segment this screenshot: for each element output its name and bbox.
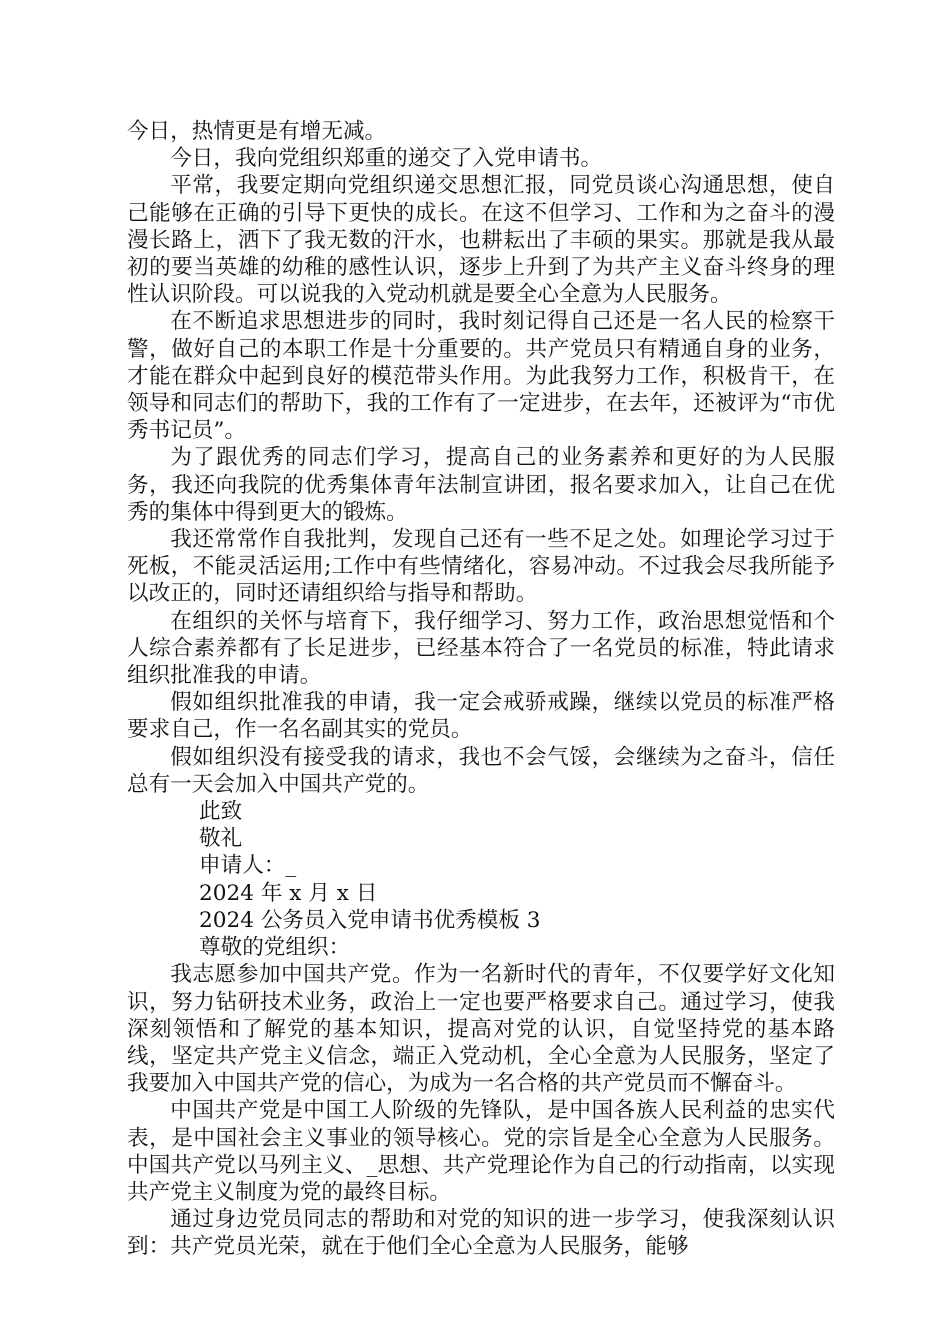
paragraph: 今日，我向党组织郑重的递交了入党申请书。 [170,146,603,172]
paragraph: 中国共产党是中国工人阶级的先锋队，是中国各族人民利益的忠实代表，是中国社会主义事业的领导核心。党的宗旨是全心全意为人民服务。中国共产党以马列主义、_思想、共产党理论作为自己的行动指南，以实现共产党主义制度为党的最终目标。 [127,1098,835,1205]
paragraph: 我志愿参加中国共产党。作为一名新时代的青年，不仅要学好文化知识，努力钻研技术业务，政治上一定也要严格要求自己。通过学习，使我深刻领悟和了解党的基本知识，提高对党的认识，自觉坚持党的基本路线，坚定共产党主义信念，端正入党动机，全心全意为人民服务，坚定了我要加入中国共产党的信心，为成为一名合格的共产党员而不懈奋斗。 [127,962,835,1097]
applicant-line: 申请人：_ [199,853,297,879]
section-title: 2024 公务员入党申请书优秀模板 3 [199,907,541,933]
paragraph: 在不断追求思想进步的同时，我时刻记得自己还是一名人民的检察干警，做好自己的本职工作是十分重要的。共产党员只有精通自身的业务，才能在群众中起到良好的模范带头作用。为此我努力工作，积极肯干，在领导和同志们的帮助下，我的工作有了一定进步，在去年，还被评为“市优秀书记员”。 [127,309,835,444]
paragraph: 假如组织没有接受我的请求，我也不会气馁，会继续为之奋斗，信任总有一天会加入中国共产党的。 [127,744,835,797]
document-body [127,118,835,1261]
paragraph: 今日，热情更是有增无减。 [127,119,387,144]
paragraph: 为了跟优秀的同志们学习，提高自己的业务素养和更好的为人民服务，我还向我院的优秀集体青年法制宣讲团，报名要求加入，让自己在优秀的集体中得到更大的锻炼。 [127,445,835,525]
closing-regards: 敬礼 [199,826,243,852]
paragraph: 在组织的关怀与培育下，我仔细学习、努力工作，政治思想觉悟和个人综合素养都有了长足进步，已经基本符合了一名党员的标准，特此请求组织批准我的申请。 [127,608,835,689]
closing-salutation: 此致 [199,799,243,825]
paragraph: 平常，我要定期向党组织递交思想汇报，同党员谈心沟通思想，使自己能够在正确的引导下更快的成长。在这不但学习、工作和为之奋斗的漫漫长路上，洒下了我无数的汗水，也耕耘出了丰硕的果实。那就是我从最初的要当英雄的幼稚的感性认识，逐步上升到了为共产主义奋斗终身的理性认识阶段。可以说我的入党动机就是要全心全意为人民服务。 [127,173,835,308]
paragraph: 通过身边党员同志的帮助和对党的知识的进一步学习，使我深刻认识到：共产党员光荣，就在于他们全心全意为人民服务，能够 [127,1207,835,1260]
paragraph: 假如组织批准我的申请，我一定会戒骄戒躁，继续以党员的标准严格要求自己，作一名名副其实的党员。 [127,690,835,743]
greeting-line: 尊敬的党组织： [199,935,351,961]
date-line: 2024 年 x 月 x 日 [199,880,378,906]
paragraph: 我还常常作自我批判，发现自己还有一些不足之处。如理论学习过于死板，不能灵活运用;工作中有些情绪化，容易冲动。不过我会尽我所能予以改正的，同时还请组织给与指导和帮助。 [127,527,835,607]
